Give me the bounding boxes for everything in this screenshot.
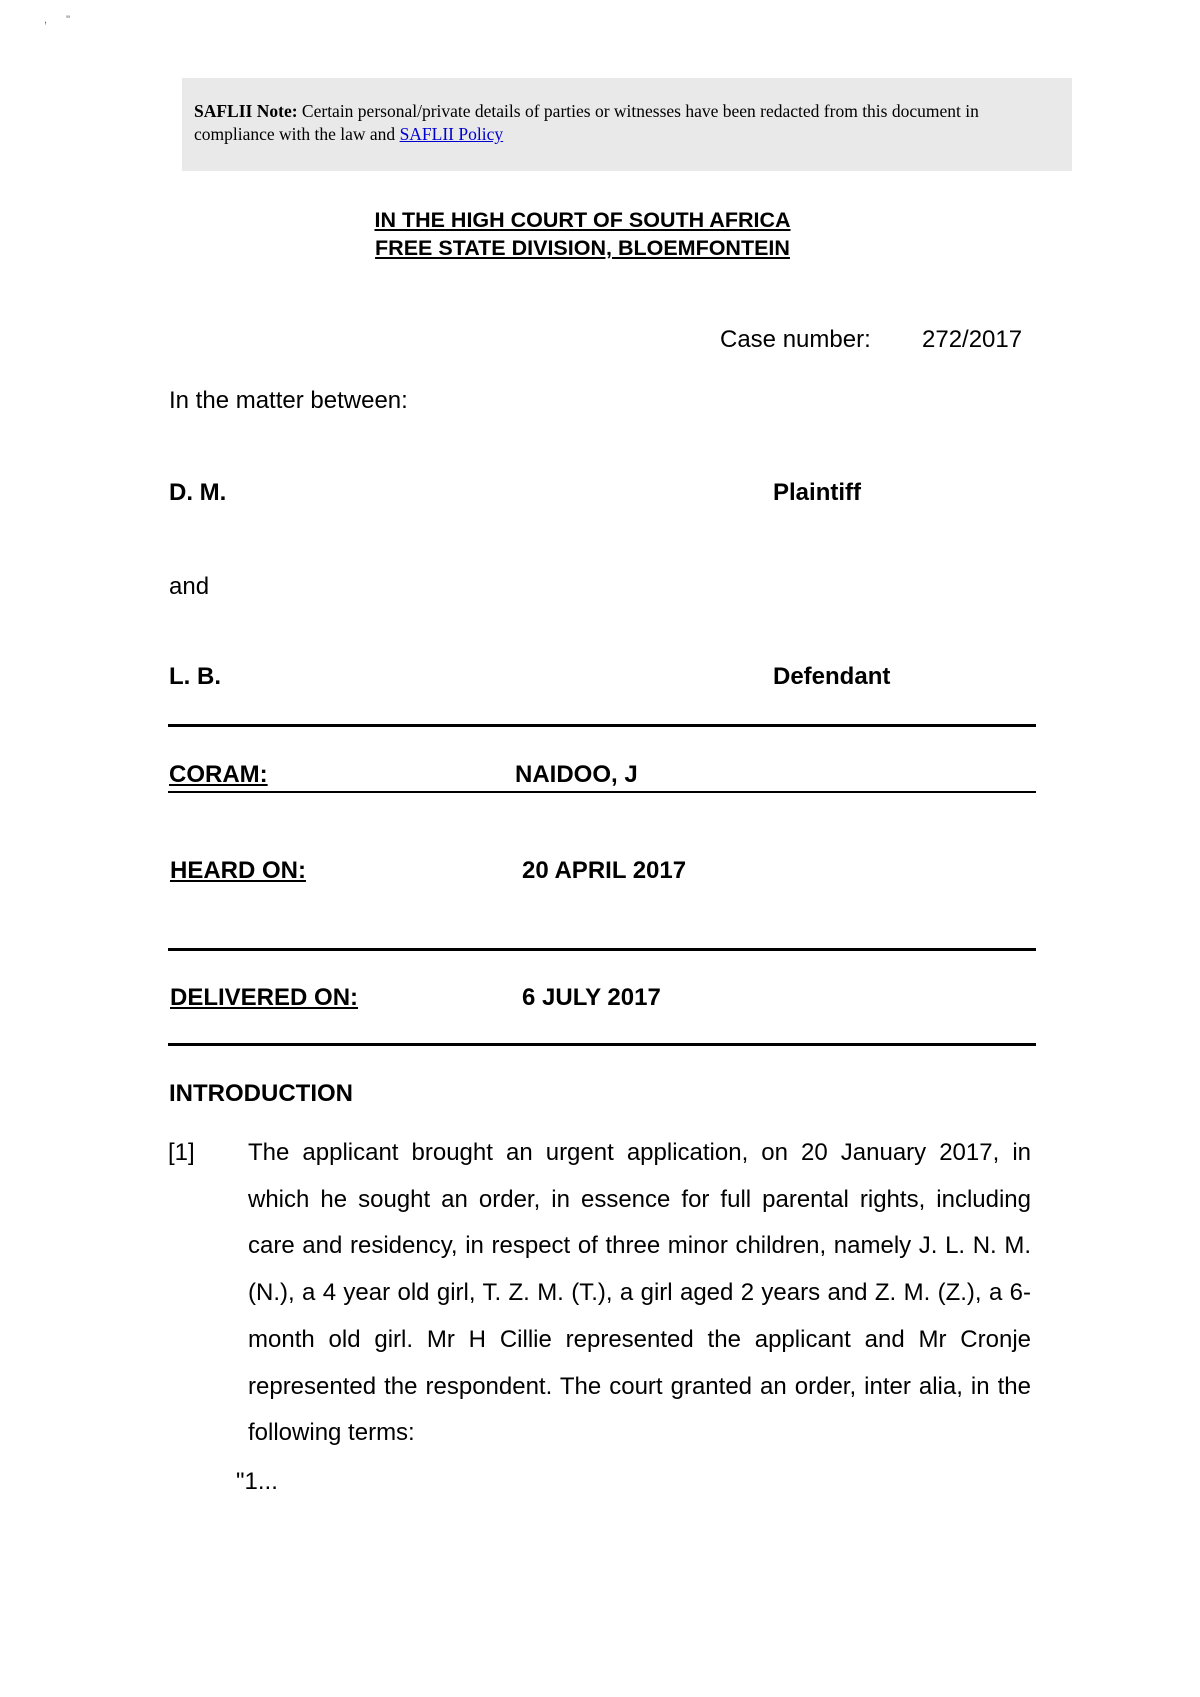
case-number-label: Case number: [720,326,871,353]
delivered-on-value: 6 JULY 2017 [522,984,661,1011]
coram-label: CORAM: [169,761,268,788]
divider [168,724,1036,727]
divider [168,1043,1036,1046]
plaintiff-name: D. M. [169,479,227,506]
divider [168,948,1036,951]
section-heading: INTRODUCTION [169,1080,353,1107]
case-number-value: 272/2017 [922,326,1023,353]
court-name-line1: IN THE HIGH COURT OF SOUTH AFRICA [374,208,791,232]
divider [168,791,1036,793]
delivered-on-label: DELIVERED ON: [170,984,359,1011]
note-text: Certain personal/private details of parties or witnesses have been redacted from this document in compliance with the law and [194,101,979,144]
quote-start: "1... [236,1468,278,1495]
saflii-policy-link[interactable]: SAFLII Policy [399,124,504,144]
court-name-line2: FREE STATE DIVISION, BLOEMFONTEIN [375,236,790,260]
defendant-role: Defendant [773,663,891,690]
scan-marks: , " [44,14,79,26]
matter-between: In the matter between: [169,387,408,414]
plaintiff-role: Plaintiff [773,479,861,506]
saflii-note-box [182,78,1072,171]
heard-on-label: HEARD ON: [170,857,306,884]
defendant-name: L. B. [169,663,221,690]
heard-on-value: 20 APRIL 2017 [522,857,687,884]
and-text: and [169,573,210,600]
paragraph-number: [1] [168,1139,195,1166]
coram-value: NAIDOO, J [515,761,638,788]
paragraph-text: The applicant brought an urgent application, on 20 January 2017, in which he sought an order, in essence for full parental rights, including care and residency, in respect of three minor children, namely J. L. N. M.(N.), a 4 year old girl, T. Z. M. (T.), a girl aged 2 years and Z. M. (Z.), a 6-month old girl. Mr H Cillie represented the applicant and Mr Cronje represented the respondent. The court granted an order, inter alia, in the following terms: [248,1139,1031,1447]
note-label: SAFLII Note: [194,101,298,121]
